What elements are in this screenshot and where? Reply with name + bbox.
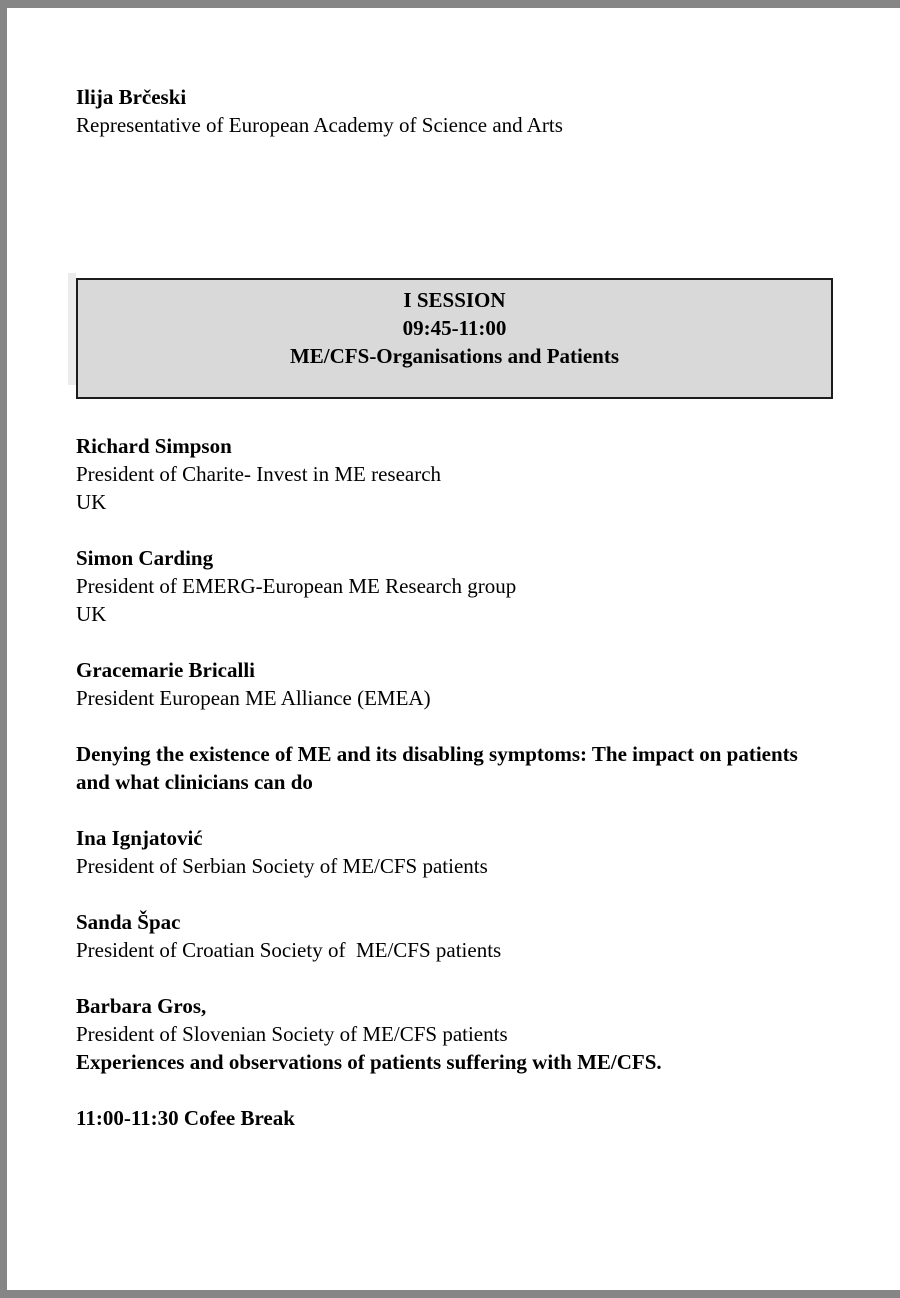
speaker-block xyxy=(76,544,846,628)
speaker-talk-title: Experiences and observations of patients suffering with ME/CFS. xyxy=(76,1050,662,1074)
page-edge-top xyxy=(0,0,900,8)
speaker-block xyxy=(76,908,846,964)
talk-title: Denying the existence of ME and its disabling symptoms: The impact on patients and what clinicians can do xyxy=(76,742,804,794)
session-box-shadow xyxy=(68,273,76,385)
speaker-role: President of Slovenian Society of ME/CFS patients xyxy=(76,1022,508,1046)
session-time: 09:45-11:00 xyxy=(402,316,507,340)
speaker-name: Barbara Gros, xyxy=(76,994,207,1018)
talk-title-block xyxy=(76,740,821,796)
page-edge-left xyxy=(0,0,7,1298)
speaker-role: President of EMERG-European ME Research group xyxy=(76,574,517,598)
speaker-name: Simon Carding xyxy=(76,546,214,570)
speaker-role: President European ME Alliance (EMEA) xyxy=(76,686,431,710)
author-name: Ilija Brčeski xyxy=(76,85,187,109)
author-role: Representative of European Academy of Science and Arts xyxy=(76,113,563,137)
coffee-break-block xyxy=(76,1104,846,1132)
speaker-name: Sanda Špac xyxy=(76,910,181,934)
coffee-break: 11:00-11:30 Cofee Break xyxy=(76,1106,295,1130)
speaker-role: President of Croatian Society of ME/CFS patients xyxy=(76,938,502,962)
speaker-role: President of Charite- Invest in ME research xyxy=(76,462,442,486)
speaker-name: Richard Simpson xyxy=(76,434,232,458)
page-edge-bottom xyxy=(0,1290,900,1298)
session-box-wrap xyxy=(76,278,846,399)
speaker-block xyxy=(76,992,846,1076)
session-topic: ME/CFS-Organisations and Patients xyxy=(289,344,620,368)
speaker-block xyxy=(76,656,846,712)
speaker-name: Ina Ignjatović xyxy=(76,826,203,850)
session-box xyxy=(76,278,833,399)
session-title: I SESSION xyxy=(403,288,506,312)
author-block xyxy=(76,83,846,139)
speaker-country: UK xyxy=(76,602,107,626)
page-content xyxy=(76,83,846,1132)
speaker-block xyxy=(76,432,846,516)
speaker-name: Gracemarie Bricalli xyxy=(76,658,256,682)
speaker-role: President of Serbian Society of ME/CFS patients xyxy=(76,854,488,878)
speaker-block xyxy=(76,824,846,880)
speaker-country: UK xyxy=(76,490,107,514)
